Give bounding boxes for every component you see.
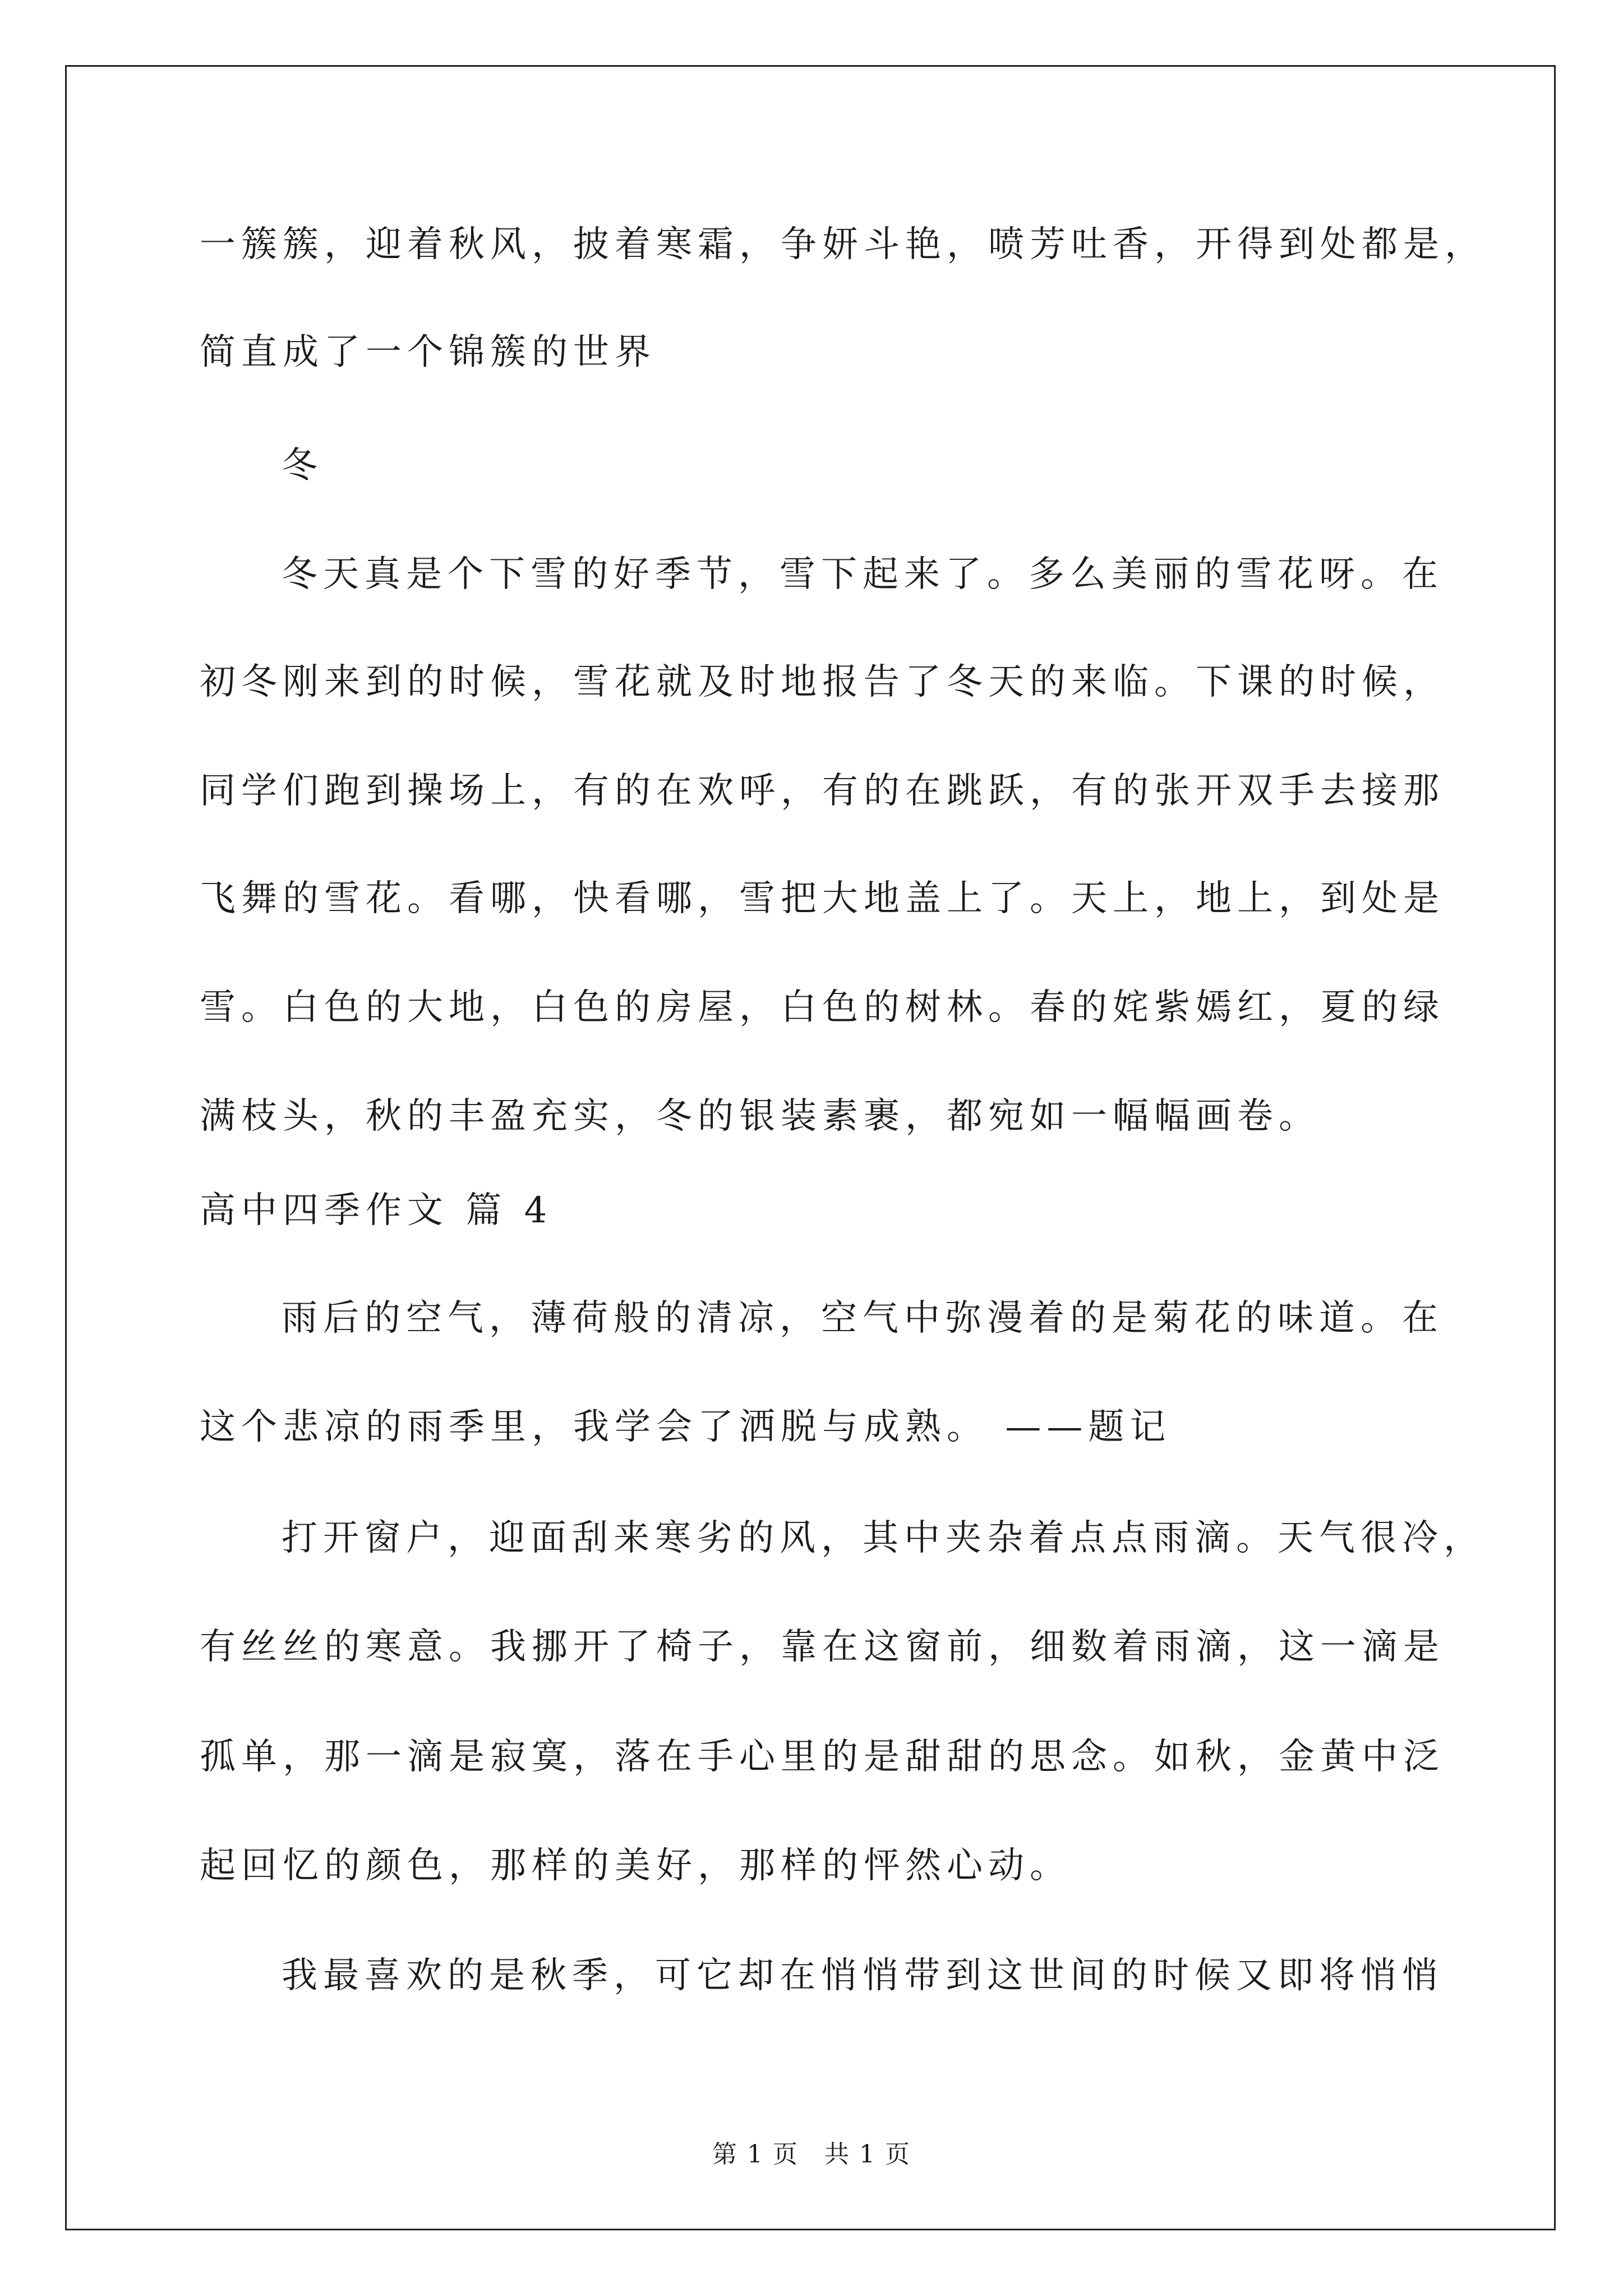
text-line: 这个悲凉的雨季里，我学会了洒脱与成熟。 ——题记: [200, 1406, 1172, 1448]
text-line: 雪。白色的大地，白色的房屋，白色的树林。春的姹紫嫣红，夏的绿: [200, 987, 1445, 1028]
text-line: 飞舞的雪花。看哪，快看哪，雪把大地盖上了。天上，地上，到处是: [200, 878, 1445, 919]
text-line: 简直成了一个锦簇的世界: [200, 332, 656, 373]
text-line: 孤单，那一滴是寂寞，落在手心里的是甜甜的思念。如秋，金黄中泛: [200, 1736, 1445, 1778]
text-line: 我最喜欢的是秋季，可它却在悄悄带到这世间的时候又即将悄悄: [282, 1955, 1444, 1996]
text-line: 起回忆的颜色，那样的美好，那样的怦然心动。: [200, 1845, 1071, 1887]
text-line: 初冬刚来到的时候，雪花就及时地报告了冬天的来临。下课的时候，: [200, 661, 1445, 703]
section-heading-winter: 冬: [282, 445, 323, 486]
article-title: 高中四季作文 篇 4: [200, 1190, 553, 1231]
text-line: 满枝头，秋的丰盈充实，冬的银装素裹，都宛如一幅幅画卷。: [200, 1096, 1320, 1137]
text-line: 雨后的空气，薄荷般的清凉，空气中弥漫着的是菊花的味道。在: [282, 1297, 1444, 1339]
text-line: 有丝丝的寒意。我挪开了椅子，靠在这窗前，细数着雨滴，这一滴是: [200, 1626, 1445, 1668]
text-line: 一簇簇，迎着秋风，披着寒霜，争妍斗艳，喷芳吐香，开得到处都是，: [200, 224, 1486, 265]
page-border: [65, 65, 1556, 2230]
text-line: 冬天真是个下雪的好季节，雪下起来了。多么美丽的雪花呀。在: [282, 554, 1444, 595]
text-line: 打开窗户，迎面刮来寒劣的风，其中夹杂着点点雨滴。天气很冷，: [282, 1517, 1485, 1559]
page-number-footer: 第 1 页 共 1 页: [712, 2140, 911, 2169]
text-line: 同学们跑到操场上，有的在欢呼，有的在跳跃，有的张开双手去接那: [200, 770, 1445, 812]
